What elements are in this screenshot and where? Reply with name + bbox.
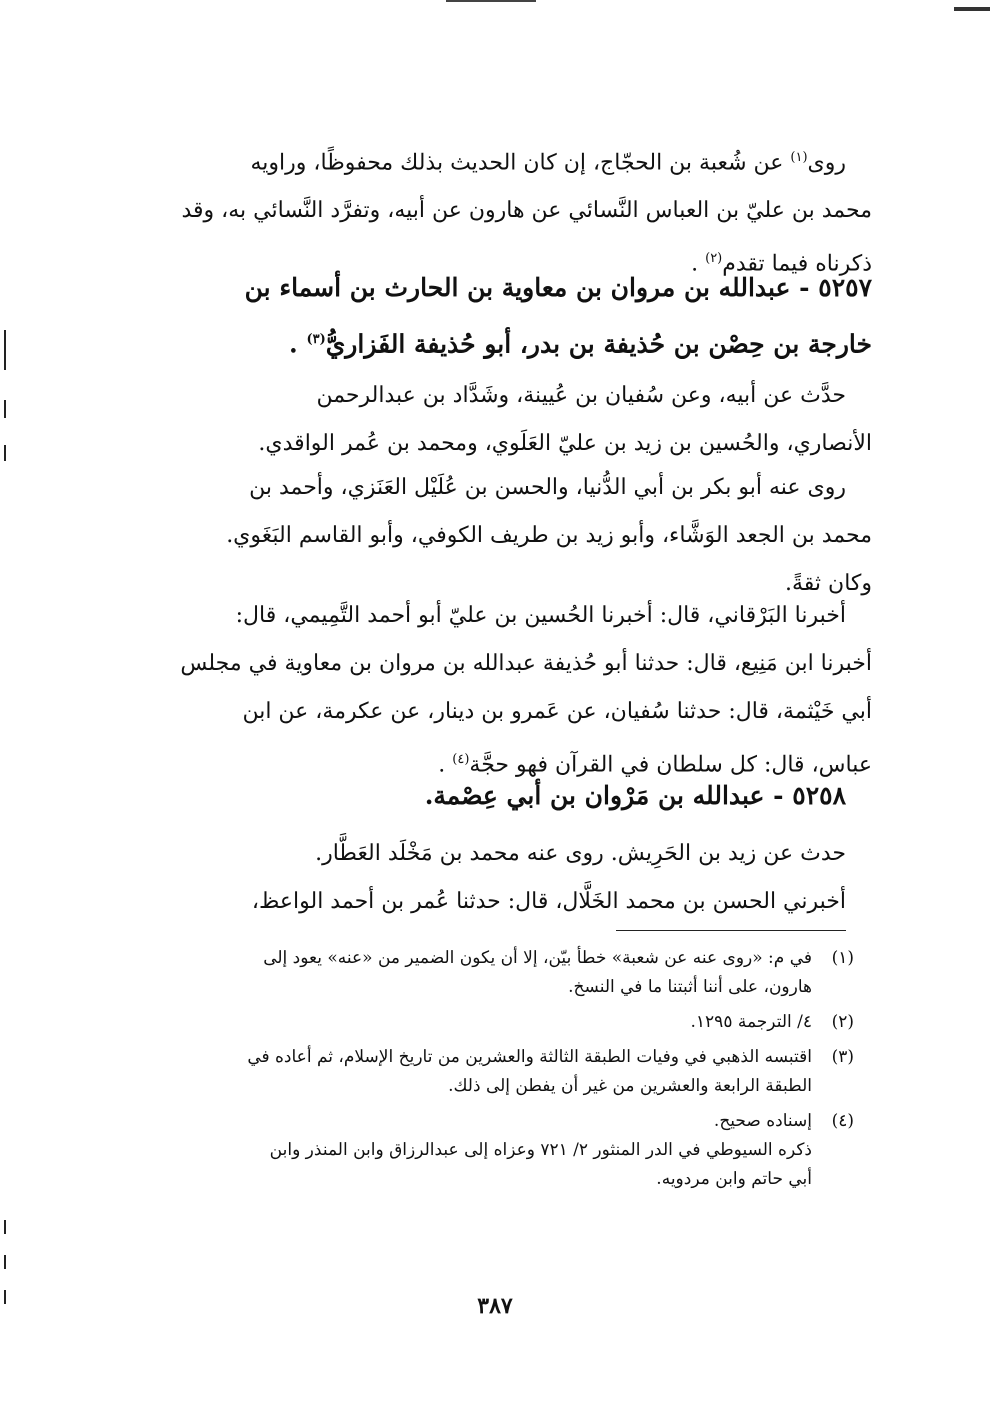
footnote-line: إسناده صحيح.: [713, 1111, 812, 1131]
footnote-2: [160, 1008, 854, 1037]
footnote-3: [160, 1043, 854, 1101]
body-line: أخبرني الحسن بن محمد الخَلَّال، قال: حدثنا عُمر بن أحمد الواعظ،: [251, 889, 846, 914]
scan-edge-mark: [4, 1220, 6, 1234]
footnote-1: [160, 944, 854, 1002]
footnote-ref: (١): [790, 150, 808, 165]
entry-5257-teachers: [160, 372, 872, 468]
entry-5257-students: [160, 464, 872, 608]
body-line: ذكرناه فيما تقدم$^{(٢)}$ .: [691, 251, 872, 277]
body-line: أبي خَيْثمة، قال: حدثنا سُفيان، عن عَمرو بن دينار، عن عكرمة، عن ابن: [242, 699, 872, 724]
scan-edge-mark: [4, 445, 6, 461]
body-line: روى عنه أبو بكر بن أبي الدُّنيا، والحسن بن عُلَيْل العَنَزي، وأحمد بن: [249, 475, 846, 500]
page-number: ٣٨٧: [477, 1293, 513, 1319]
footnote-ref: (٣): [306, 332, 326, 347]
scan-edge-mark: [4, 400, 6, 418]
footnote-number: (٤): [831, 1111, 854, 1131]
cropped-header-rule: [446, 0, 536, 8]
scan-edge-mark: [4, 1255, 6, 1269]
footnote-line: ذكره السيوطي في الدر المنثور ٢/ ٧٢١ وعزاه إلى عبدالرزاق وابن المنذر وابن: [269, 1140, 812, 1160]
footnote-line: اقتبسه الذهبي في وفيات الطبقة الثالثة والعشرين من تاريخ الإسلام، ثم أعاده في: [247, 1047, 812, 1067]
body-line: حدَّث عن أبيه، وعن سُفيان بن عُيينة، وشَدَّاد بن عبدالرحمن: [316, 383, 846, 408]
footnote-line: أبي حاتم وابن مردويه.: [656, 1169, 812, 1189]
footnote-4: [160, 1107, 854, 1194]
body-line: روى$^{(١)}$ عن شُعبة بن الحجّاج، إن كان الحديث بذلك محفوظًا، وراويه: [250, 150, 846, 176]
entry-heading-5258: [160, 770, 872, 822]
entry-number: ٥٢٥٨: [792, 781, 846, 810]
entry-heading-5257: [160, 262, 872, 370]
heading-line: ٥٢٥٨ - عبدالله بن مَرْوان بن أبي عِصْمة.: [424, 781, 846, 810]
footnote-number: (٢): [831, 1012, 854, 1032]
scan-corner-mark: [954, 7, 990, 11]
footnote-line: في م: «روى عنه عن شعبة» خطأ بيّن، إلا أن يكون الضمير من «عنه» يعود إلى: [263, 948, 812, 968]
heading-line: خارجة بن حِصْن بن حُذيفة بن بدر، أبو حُذيفة الفَزاريُّ$^{(٣)}$ .: [289, 329, 872, 359]
body-line: محمد بن الجعد الوَشَّاء، وأبو زيد بن طريف الكوفي، وأبو القاسم البَغَوي.: [226, 523, 872, 548]
body-line: أخبرنا البَرْقاني، قال: أخبرنا الحُسين بن عليّ أبو أحمد التَّمِيمي، قال:: [235, 603, 846, 628]
footnote-number: (٣): [831, 1047, 854, 1067]
body-line: وكان ثقةً.: [785, 571, 872, 596]
footnote-line: الطبقة الرابعة والعشرين من غير أن يفطن إلى ذلك.: [448, 1076, 812, 1096]
entry-5257-isnad: [160, 592, 872, 789]
footnote-line: هارون، على أننا أثبتنا ما في النسخ.: [568, 977, 812, 997]
scan-edge-mark: [4, 330, 6, 370]
body-line: عباس، قال: كل سلطان في القرآن فهو حجَّة$^{(٤)}$ .: [438, 752, 872, 778]
entry-number: ٥٢٥٧: [818, 273, 872, 302]
footnote-separator: [616, 930, 846, 931]
body-line: حدث عن زيد بن الحَرِيش. روى عنه محمد بن مَخْلَد العَطَّار.: [315, 841, 846, 866]
footnotes: [160, 944, 854, 1200]
body-line: الأنصاري، والحُسين بن زيد بن عليّ العَلَوي، ومحمد بن عُمر الواقدي.: [258, 431, 872, 456]
body-line: محمد بن عليّ بن العباس النَّسائي عن هارون عن أبيه، وتفرَّد النَّسائي به، وقد: [181, 198, 872, 224]
entry-5258-body: [160, 830, 872, 926]
body-line: أخبرنا ابن مَنِيع، قال: حدثنا أبو حُذيفة عبدالله بن مروان بن معاوية في مجلس: [180, 651, 872, 676]
footnote-ref: (٢): [705, 251, 723, 267]
heading-line: ٥٢٥٧ - عبدالله بن مروان بن معاوية بن الحارث بن أسماء بن: [244, 273, 872, 302]
footnote-line: ٤/ الترجمة ١٢٩٥.: [690, 1012, 812, 1032]
footnote-ref: (٤): [452, 752, 470, 767]
footnote-number: (١): [831, 948, 854, 968]
